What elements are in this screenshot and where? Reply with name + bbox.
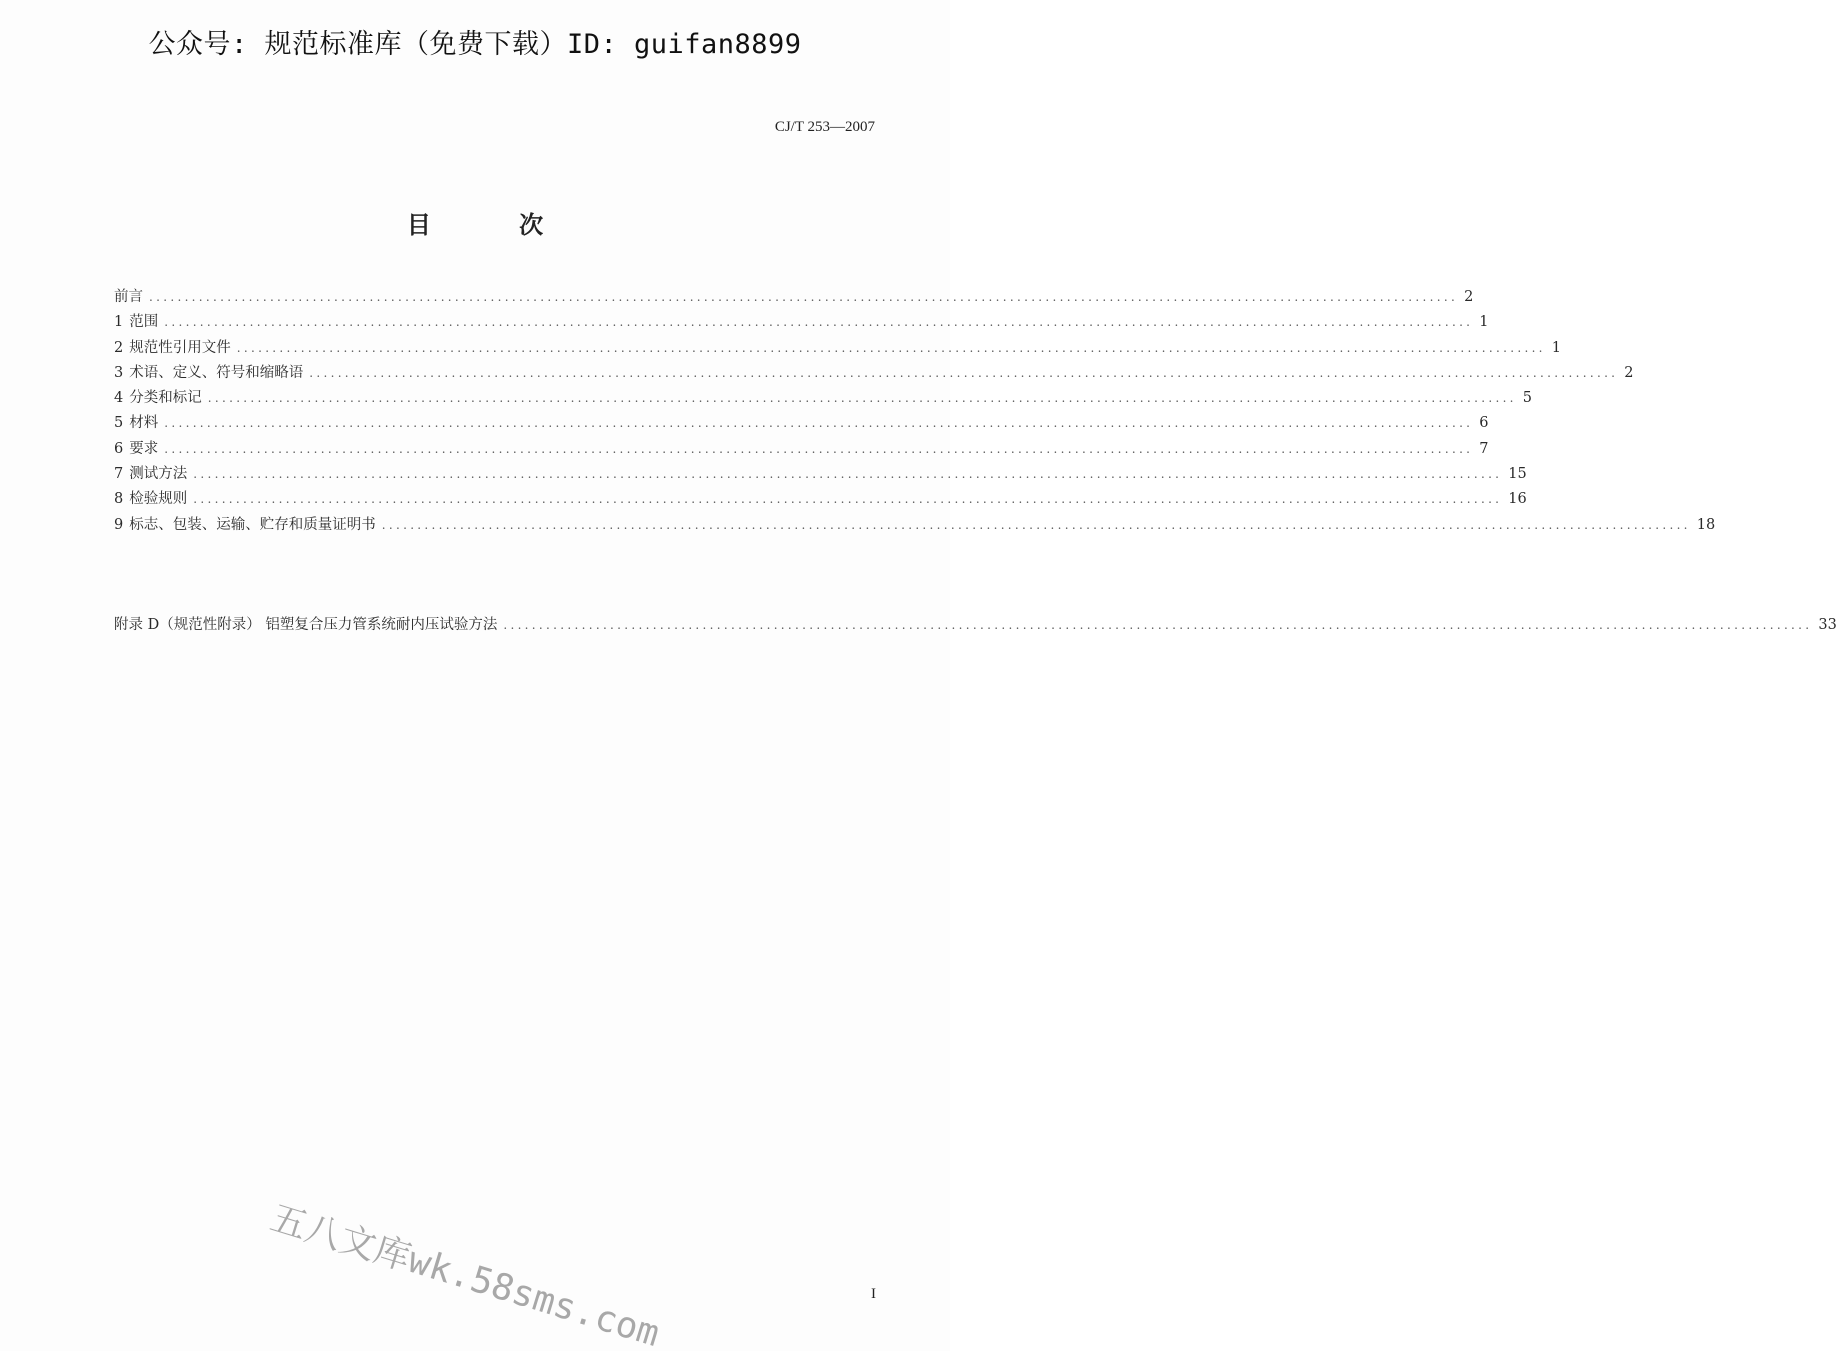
toc-dot-leader: ........................................................................................................................................................................................ xyxy=(381,517,1691,532)
toc-entry-normative-references[interactable] xyxy=(114,336,1562,361)
toc-entry-page: 16 xyxy=(1508,491,1527,508)
toc-dot-leader: ........................................................................................................................................................................................ xyxy=(309,365,1619,380)
toc-dot-leader: ........................................................................................................................................................................................ xyxy=(164,416,1474,431)
toc-entry-label: 5 材料 xyxy=(114,415,159,432)
toc-entry-classification[interactable] xyxy=(114,386,1533,411)
toc-entry-label: 1 范围 xyxy=(114,314,159,331)
toc-entry-page: 6 xyxy=(1479,415,1489,432)
toc-entry-label: 4 分类和标记 xyxy=(114,390,202,407)
toc-entry-scope[interactable] xyxy=(114,310,1489,335)
toc-entry-label: 7 测试方法 xyxy=(114,466,188,483)
toc-entry-terms-definitions[interactable] xyxy=(114,361,1634,386)
toc-entry-page: 5 xyxy=(1522,390,1533,407)
toc-dot-leader: ........................................................................................................................................................................................ xyxy=(164,315,1474,330)
standard-code: CJ/T 253—2007 xyxy=(774,119,875,135)
toc-entry-page: 1 xyxy=(1551,339,1562,356)
toc-entry-foreword[interactable] xyxy=(114,285,1474,310)
toc-dot-leader: ........................................................................................................................................................................................ xyxy=(236,340,1546,355)
toc-title: 目 次 xyxy=(406,211,584,239)
wechat-banner: 公众号: 规范标准库（免费下载）ID: guifan8899 xyxy=(148,29,802,60)
toc-entry-label: 9 标志、包装、运输、贮存和质量证明书 xyxy=(114,516,376,533)
toc-entry-label: 8 检验规则 xyxy=(114,491,188,508)
toc-entry-page: 7 xyxy=(1479,440,1489,457)
toc-dot-leader: ........................................................................................................................................................................................ xyxy=(193,467,1503,482)
toc-entry-page: 1 xyxy=(1479,314,1489,331)
toc-entry-label: 3 术语、定义、符号和缩略语 xyxy=(114,364,304,381)
toc-entry-label: 2 规范性引用文件 xyxy=(114,339,231,356)
toc-entry-page: 33 xyxy=(1818,617,1837,633)
toc-dot-leader: ........................................................................................................................................................................................ xyxy=(164,441,1474,456)
toc-entry-inspection-rules[interactable] xyxy=(114,487,1527,512)
toc-entry-requirements[interactable] xyxy=(114,437,1489,462)
toc-dot-leader: ........................................................................................................................................................................................ xyxy=(149,290,1459,304)
toc-dot-leader: ........................................................................................................................................................................................ xyxy=(193,492,1503,507)
toc-entry-label: 6 要求 xyxy=(114,440,159,457)
toc-entry-test-methods[interactable] xyxy=(114,462,1527,487)
toc-entry-page: 15 xyxy=(1508,466,1527,483)
table-of-contents xyxy=(114,285,1716,538)
toc-dot-leader: ........................................................................................................................................................................................ xyxy=(207,391,1517,406)
toc-entry-label: 前言 xyxy=(114,289,143,305)
toc-entry-page: 18 xyxy=(1696,516,1716,533)
toc-entry-materials[interactable] xyxy=(114,411,1489,436)
page-number: I xyxy=(871,1286,876,1302)
toc-entry-page: 2 xyxy=(1464,289,1474,305)
toc-dot-leader: ........................................................................................................................................................................................ xyxy=(503,618,1813,632)
toc-entry-label: 附录 D（规范性附录） 铝塑复合压力管系统耐内压试验方法 xyxy=(114,617,498,633)
toc-entry-page: 2 xyxy=(1624,364,1634,381)
site-watermark: 五八文库wk.58sms.com xyxy=(265,1197,665,1356)
toc-entry-partially-hidden xyxy=(114,617,1837,633)
toc-entry-marking-packaging[interactable] xyxy=(114,513,1716,538)
